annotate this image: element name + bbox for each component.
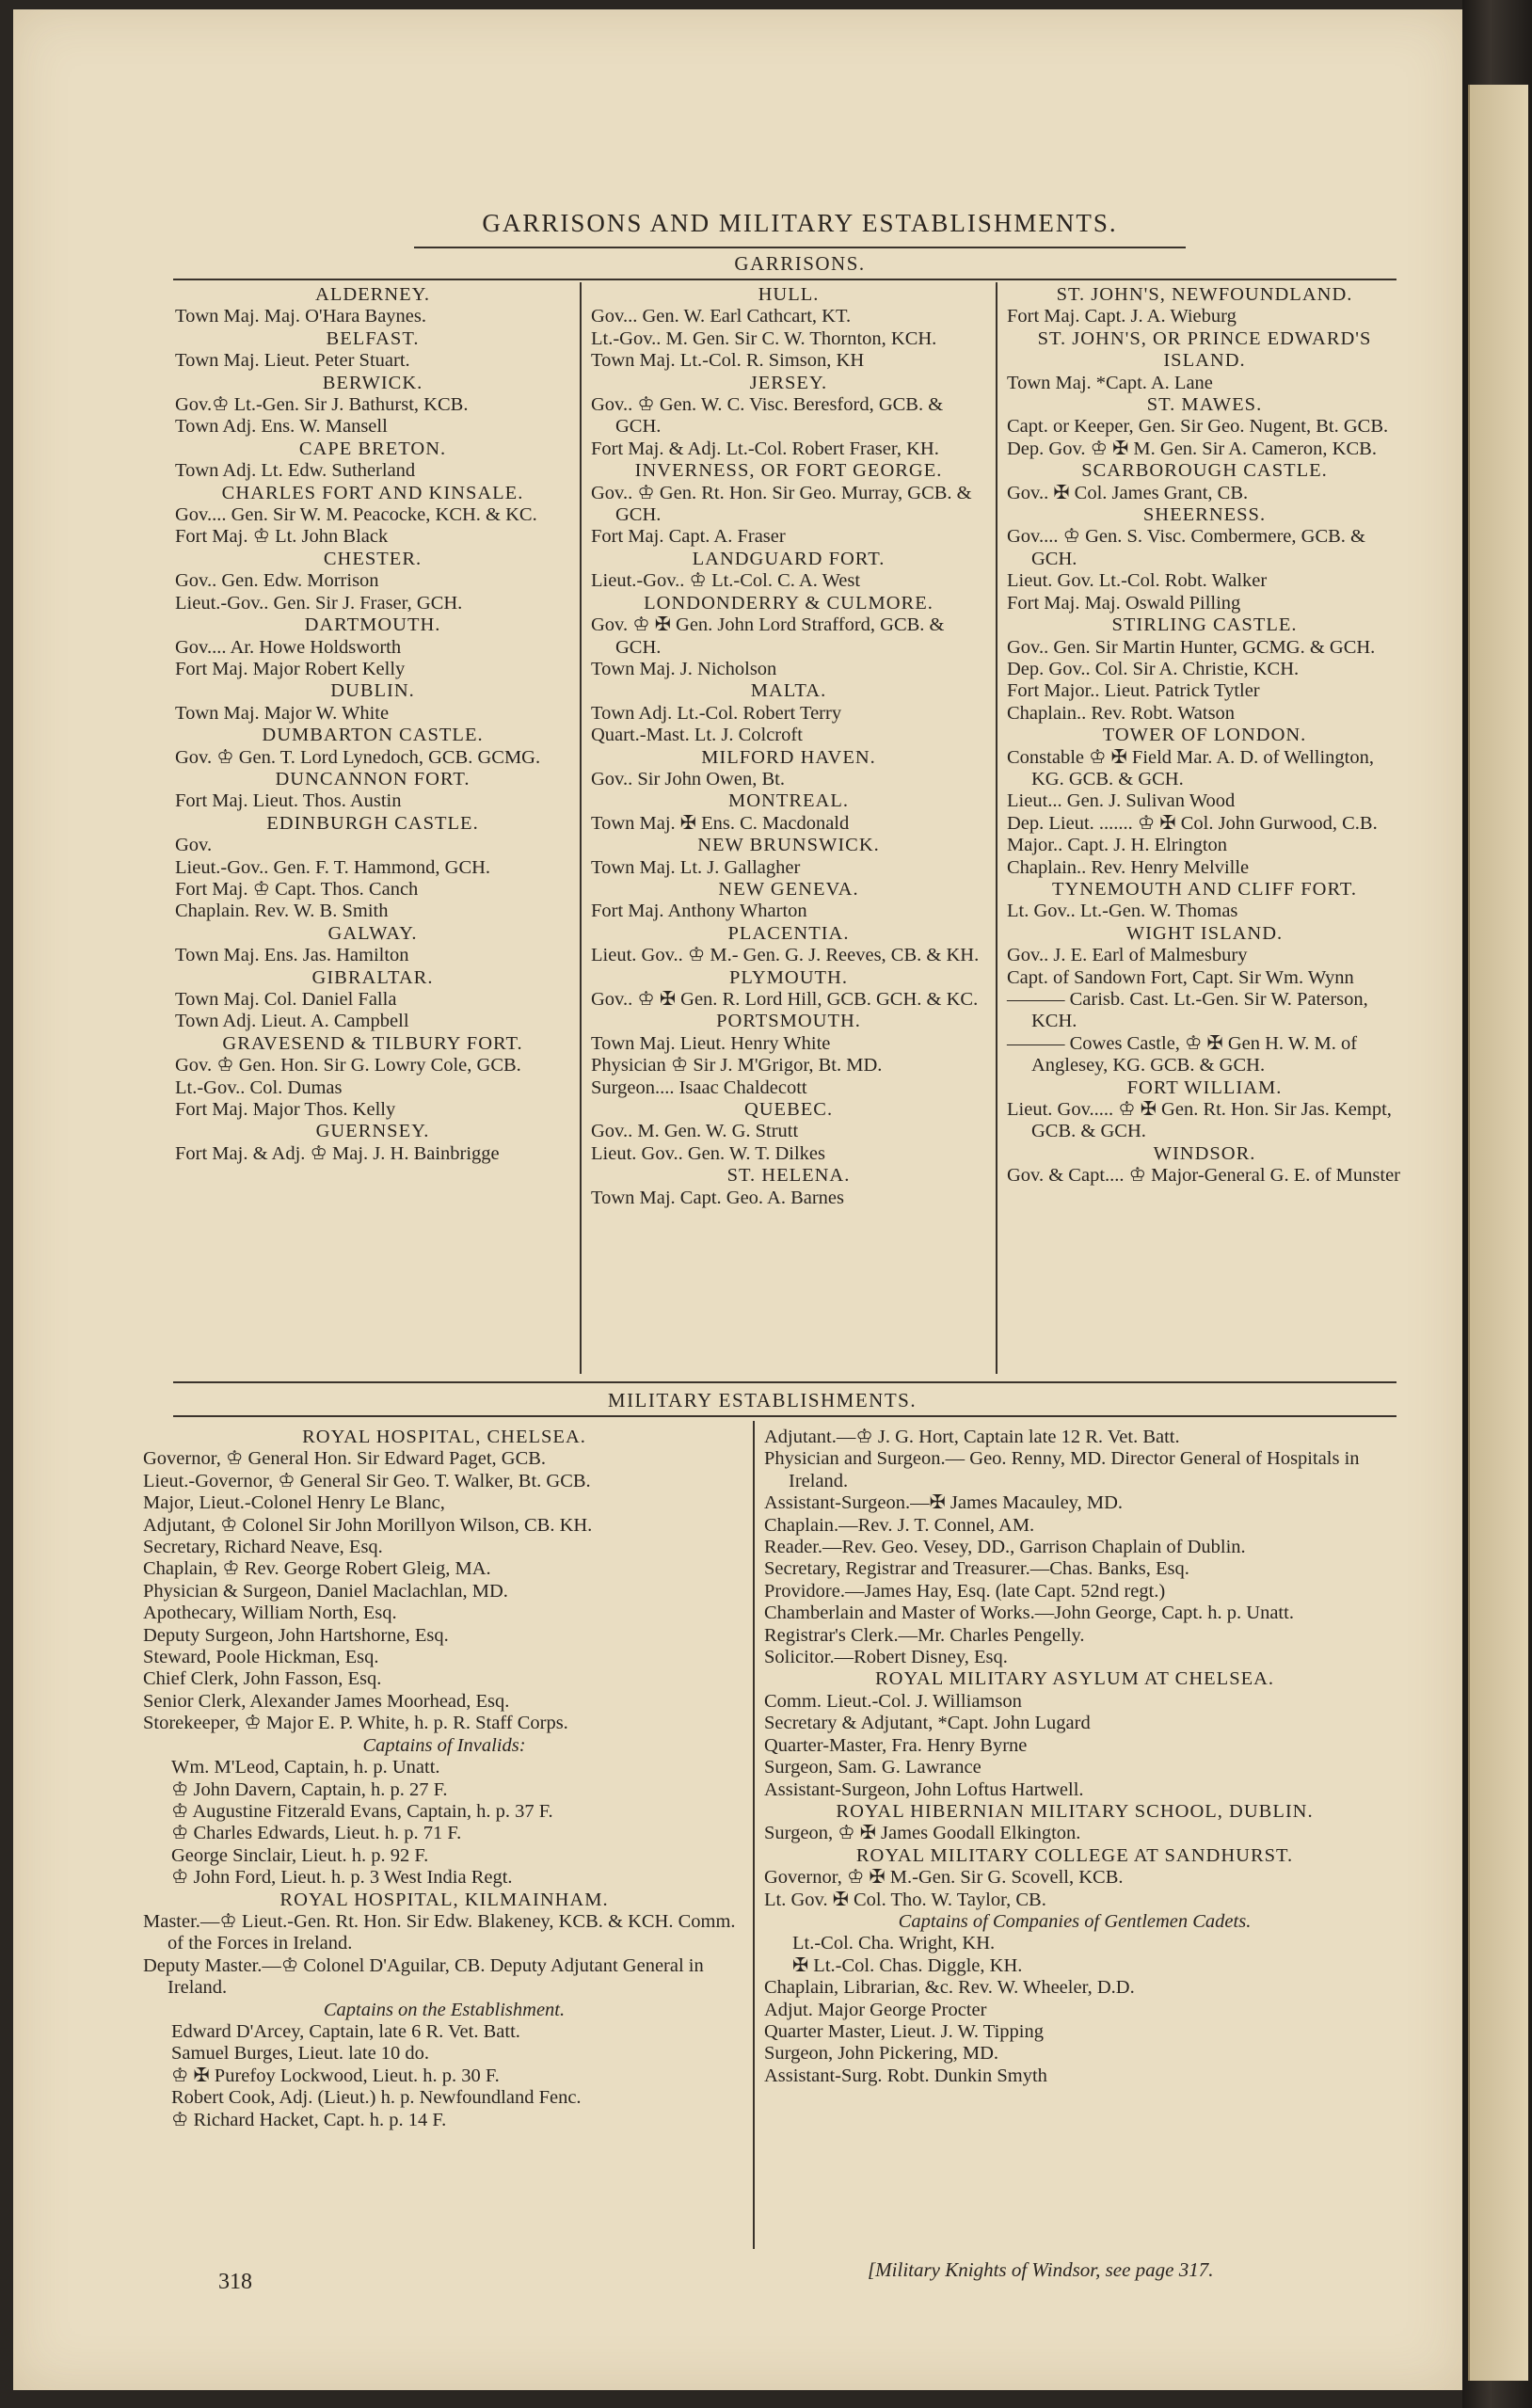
entry: Town Maj. Capt. Geo. A. Barnes xyxy=(591,1187,845,1208)
entry: Major.. Capt. J. H. Elrington xyxy=(1007,835,1228,856)
section-heading: MALTA. xyxy=(750,680,827,702)
section-heading: DUNCANNON FORT. xyxy=(275,768,471,789)
military-rule-bottom xyxy=(173,1415,1396,1417)
entry: Steward, Poole Hickman, Esq. xyxy=(143,1647,379,1668)
entry: Lt.-Gov.. M. Gen. Sir C. W. Thornton, KCH. xyxy=(591,327,937,349)
subheading: Captains of Companies of Gentlemen Cadets. xyxy=(898,1910,1252,1932)
entry: Town Maj. Lt.-Col. R. Simson, KH xyxy=(591,350,865,372)
section-heading: SHEERNESS. xyxy=(1142,504,1267,526)
entry: Gov.. ♔ ✠ Gen. R. Lord Hill, GCB. GCH. & KC. xyxy=(591,989,979,1010)
section-heading: EDINBURGH CASTLE. xyxy=(266,812,479,834)
entry: Gov.. Sir John Owen, Bt. xyxy=(591,768,785,789)
entry: Dep. Gov. ♔ ✠ M. Gen. Sir A. Cameron, KCB. xyxy=(1007,438,1377,459)
entry: Gov. ♔ Gen. Hon. Sir G. Lowry Cole, GCB. xyxy=(175,1055,521,1076)
list-item: George Sinclair, Lieut. h. p. 92 F. xyxy=(171,1844,429,1866)
entry: Storekeeper, ♔ Major E. P. White, h. p. R. Staff Corps. xyxy=(143,1713,568,1734)
entry: Gov.... ♔ Gen. S. Visc. Combermere, GCB. & GCH. xyxy=(1007,526,1365,569)
page-title: GARRISONS AND MILITARY ESTABLISHMENTS. xyxy=(482,209,1118,237)
section-heading: ST. JOHN'S, OR PRINCE EDWARD'S ISLAND. xyxy=(1037,327,1372,372)
list-item: ♔ Richard Hacket, Capt. h. p. 14 F. xyxy=(171,2109,447,2130)
entry: Town Maj. ✠ Ens. C. Macdonald xyxy=(591,812,850,834)
column-divider-1 xyxy=(580,282,582,1374)
list-item: ♔ Charles Edwards, Lieut. h. p. 71 F. xyxy=(171,1823,462,1844)
section-heading: WINDSOR. xyxy=(1153,1142,1256,1164)
page-number: 318 xyxy=(218,2270,252,2294)
list-item: Robert Cook, Adj. (Lieut.) h. p. Newfoundland Fenc. xyxy=(171,2087,582,2109)
section-heading: TOWER OF LONDON. xyxy=(1102,725,1307,746)
entry: Capt. or Keeper, Gen. Sir Geo. Nugent, Bt. GCB. xyxy=(1007,416,1389,438)
entry: Fort Maj. Capt. J. A. Wieburg xyxy=(1007,306,1237,327)
entry: Lt.-Gov.. Col. Dumas xyxy=(175,1076,343,1098)
section-heading: MONTREAL. xyxy=(727,790,849,812)
entry: Lieut.-Gov.. ♔ Lt.-Col. C. A. West xyxy=(591,570,861,592)
entry: Gov.. ✠ Col. James Grant, CB. xyxy=(1007,482,1249,503)
entry: Reader.—Rev. Geo. Vesey, DD., Garrison Chaplain of Dublin. xyxy=(764,1537,1246,1558)
entry: Physician & Surgeon, Daniel Maclachlan, MD. xyxy=(143,1580,508,1602)
entry: Secretary, Registrar and Treasurer.—Chas. Banks, Esq. xyxy=(764,1558,1189,1580)
entry: Fort Maj. Maj. Oswald Pilling xyxy=(1007,592,1241,614)
entry: Assistant-Surgeon, John Loftus Hartwell. xyxy=(764,1778,1084,1800)
entry: Gov.. J. E. Earl of Malmesbury xyxy=(1007,945,1248,966)
section-heading: PORTSMOUTH. xyxy=(716,1011,861,1032)
entry: Secretary & Adjutant, *Capt. John Lugard xyxy=(764,1713,1091,1734)
entry: Chief Clerk, John Fasson, Esq. xyxy=(143,1668,382,1690)
entry: Gov... Gen. W. Earl Cathcart, KT. xyxy=(591,306,852,327)
section-heading: BELFAST. xyxy=(326,327,420,349)
section-heading: MILFORD HAVEN. xyxy=(701,746,876,768)
entry: Gov.. M. Gen. W. G. Strutt xyxy=(591,1121,799,1142)
list-item: Wm. M'Leod, Captain, h. p. Unatt. xyxy=(171,1757,440,1778)
entry: Lieut. Gov.. ♔ M.- Gen. G. J. Reeves, CB. & KH. xyxy=(591,945,980,966)
subheading: Captains on the Establishment. xyxy=(323,1999,566,2020)
section-heading: ST. MAWES. xyxy=(1146,394,1263,416)
entry: Fort Maj. ♔ Capt. Thos. Canch xyxy=(175,878,419,900)
entry: Governor, ♔ General Hon. Sir Edward Paget, GCB. xyxy=(143,1448,547,1470)
section-heading: ROYAL HIBERNIAN MILITARY SCHOOL, DUBLIN. xyxy=(836,1800,1314,1822)
entry: Gov.. ♔ Gen. W. C. Visc. Beresford, GCB. & GCH. xyxy=(591,394,944,438)
section-heading: BERWICK. xyxy=(322,372,423,393)
column-divider-3 xyxy=(753,1421,755,2249)
section-heading: DUBLIN. xyxy=(330,680,415,702)
entry: Adjut. Major George Procter xyxy=(764,1999,987,2020)
entry: Town Maj. *Capt. A. Lane xyxy=(1007,372,1213,393)
entry: Lieut.-Governor, ♔ General Sir Geo. T. Walker, Bt. GCB. xyxy=(143,1470,591,1491)
entry: Fort Maj. Major Robert Kelly xyxy=(175,658,406,679)
entry: Town Adj. Lt. Edw. Sutherland xyxy=(175,460,416,482)
entry: Town Maj. Col. Daniel Falla xyxy=(175,989,397,1010)
section-heading: DUMBARTON CASTLE. xyxy=(262,725,484,746)
establishments-column-1 xyxy=(143,1427,745,2131)
entry: Governor, ♔ ✠ M.-Gen. Sir G. Scovell, KCB. xyxy=(764,1867,1124,1889)
entry: Chaplain. Rev. W. B. Smith xyxy=(175,901,389,922)
footnote: [Military Knights of Windsor, see page 317. xyxy=(868,2258,1214,2281)
entry: ——— Carisb. Cast. Lt.-Gen. Sir W. Paterson, KCH. xyxy=(1007,989,1368,1032)
entry: Gov.. ♔ Gen. Rt. Hon. Sir Geo. Murray, GCB. & GCH. xyxy=(591,482,972,526)
entry: Gov.♔ Lt.-Gen. Sir J. Bathurst, KCB. xyxy=(175,394,469,416)
section-heading: ST. JOHN'S, NEWFOUNDLAND. xyxy=(1056,284,1353,305)
entry: Fort Maj. Anthony Wharton xyxy=(591,901,807,922)
section-heading: ROYAL HOSPITAL, CHELSEA. xyxy=(302,1427,586,1447)
entry: Assistant-Surgeon.—✠ James Macauley, MD. xyxy=(764,1492,1124,1514)
entry: Town Adj. Lt.-Col. Robert Terry xyxy=(591,702,842,724)
entry: Town Adj. Ens. W. Mansell xyxy=(175,416,388,438)
list-item: ✠ Lt.-Col. Chas. Diggle, KH. xyxy=(792,1954,1023,1976)
entry: Comm. Lieut.-Col. J. Williamson xyxy=(764,1690,1022,1712)
entry: Town Maj. J. Nicholson xyxy=(591,658,777,679)
entry: Town Maj. Major W. White xyxy=(175,702,390,724)
entry: Gov.. Gen. Edw. Morrison xyxy=(175,570,379,592)
entry: Fort Maj. Major Thos. Kelly xyxy=(175,1099,396,1121)
section-heading: ALDERNEY. xyxy=(315,284,430,305)
entry: Deputy Master.—♔ Colonel D'Aguilar, CB. Deputy Adjutant General in Ireland. xyxy=(143,1954,704,1999)
entry: Secretary, Richard Neave, Esq. xyxy=(143,1537,383,1558)
entry: Town Maj. Lieut. Henry White xyxy=(591,1032,831,1054)
garrisons-column-1 xyxy=(175,284,570,1165)
section-heading: DARTMOUTH. xyxy=(304,614,441,636)
list-item: ♔ Augustine Fitzerald Evans, Captain, h. p. 37 F. xyxy=(171,1800,553,1822)
section-heading: LONDONDERRY & CULMORE. xyxy=(644,592,934,614)
entry: Surgeon, Sam. G. Lawrance xyxy=(764,1757,981,1778)
section-heading: CHESTER. xyxy=(323,548,423,569)
entry: Town Adj. Lieut. A. Campbell xyxy=(175,1011,409,1032)
list-item: Samuel Burges, Lieut. late 10 do. xyxy=(171,2043,430,2065)
section-heading: GALWAY. xyxy=(327,922,418,944)
section-heading: WIGHT ISLAND. xyxy=(1125,922,1284,944)
entry: Fort Maj. & Adj. Lt.-Col. Robert Fraser, KH. xyxy=(591,438,939,459)
list-item: Lt.-Col. Cha. Wright, KH. xyxy=(792,1933,996,1954)
section-heading: ROYAL HOSPITAL, KILMAINHAM. xyxy=(279,1889,609,1910)
entry: Constable ♔ ✠ Field Mar. A. D. of Wellington, KG. GCB. & GCH. xyxy=(1007,746,1374,789)
section-heading: ROYAL MILITARY ASYLUM AT CHELSEA. xyxy=(874,1668,1275,1690)
adjacent-page-edge xyxy=(1468,85,1528,2381)
entry: Chaplain, ♔ Rev. George Robert Gleig, MA. xyxy=(143,1558,491,1580)
entry: Quarter Master, Lieut. J. W. Tipping xyxy=(764,2020,1044,2042)
section-heading: INVERNESS, OR FORT GEORGE. xyxy=(634,460,943,482)
list-item: ♔ John Ford, Lieut. h. p. 3 West India Regt. xyxy=(171,1867,513,1889)
entry: Fort Maj. ♔ Lt. John Black xyxy=(175,526,389,548)
entry: Adjutant.—♔ J. G. Hort, Captain late 12 R. Vet. Batt. xyxy=(764,1427,1180,1447)
entry: Capt. of Sandown Fort, Capt. Sir Wm. Wynn xyxy=(1007,966,1354,988)
entry: Adjutant, ♔ Colonel Sir John Morillyon Wilson, CB. KH. xyxy=(143,1514,593,1536)
garrisons-rule xyxy=(173,279,1396,280)
entry: Master.—♔ Lieut.-Gen. Rt. Hon. Sir Edw. Blakeney, KCB. & KCH. Comm. of the Forces in Ireland. xyxy=(143,1910,736,1954)
entry: Lieut.-Gov.. Gen. Sir J. Fraser, GCH. xyxy=(175,592,463,614)
section-heading: JERSEY. xyxy=(749,372,828,393)
section-heading: SCARBOROUGH CASTLE. xyxy=(1081,460,1328,482)
section-heading: HULL. xyxy=(758,284,820,305)
entry: Dep. Lieut. ....... ♔ ✠ Col. John Gurwood, C.B. xyxy=(1007,812,1378,834)
entry: Apothecary, William North, Esq. xyxy=(143,1603,397,1624)
entry: Gov. & Capt.... ♔ Major-General G. E. of Munster xyxy=(1007,1165,1401,1187)
entry: Chamberlain and Master of Works.—John George, Capt. h. p. Unatt. xyxy=(764,1603,1294,1624)
garrisons-heading: GARRISONS. xyxy=(734,252,866,275)
section-heading: GRAVESEND & TILBURY FORT. xyxy=(222,1032,523,1054)
section-heading: ROYAL MILITARY COLLEGE AT SANDHURST. xyxy=(855,1844,1294,1866)
entry: Chaplain, Librarian, &c. Rev. W. Wheeler, D.D. xyxy=(764,1977,1135,1999)
section-heading: FORT WILLIAM. xyxy=(1126,1076,1283,1098)
entry: Quarter-Master, Fra. Henry Byrne xyxy=(764,1734,1028,1756)
military-heading: MILITARY ESTABLISHMENTS. xyxy=(607,1389,918,1411)
entry: Town Maj. Maj. O'Hara Baynes. xyxy=(175,306,426,327)
entry: Town Maj. Lt. J. Gallagher xyxy=(591,856,801,878)
section-heading: LANDGUARD FORT. xyxy=(692,548,886,569)
entry: Fort Maj. & Adj. ♔ Maj. J. H. Bainbrigge xyxy=(175,1142,500,1164)
entry: Town Maj. Ens. Jas. Hamilton xyxy=(175,945,409,966)
section-heading: NEW BRUNSWICK. xyxy=(697,835,880,856)
entry: Assistant-Surg. Robt. Dunkin Smyth xyxy=(764,2065,1047,2086)
entry: Gov.. Gen. Sir Martin Hunter, GCMG. & GCH. xyxy=(1007,636,1376,658)
entry: Providore.—James Hay, Esq. (late Capt. 52nd regt.) xyxy=(764,1580,1166,1602)
entry: Surgeon, ♔ ✠ James Goodall Elkington. xyxy=(764,1823,1081,1844)
entry: Fort Major.. Lieut. Patrick Tytler xyxy=(1007,680,1260,702)
section-heading: TYNEMOUTH AND CLIFF FORT. xyxy=(1051,878,1358,900)
title-rule xyxy=(414,247,1186,248)
entry: Lieut. Gov.. Gen. W. T. Dilkes xyxy=(591,1142,826,1164)
garrisons-column-2 xyxy=(591,284,986,1209)
entry: Deputy Surgeon, John Hartshorne, Esq. xyxy=(143,1624,449,1646)
entry: Gov. xyxy=(175,835,213,856)
subheading: Captains of Invalids: xyxy=(362,1734,526,1756)
entry: Physician and Surgeon.— Geo. Renny, MD. Director General of Hospitals in Ireland. xyxy=(764,1448,1360,1491)
entry: Solicitor.—Robert Disney, Esq. xyxy=(764,1647,1008,1668)
entry: Lieut... Gen. J. Sulivan Wood xyxy=(1007,790,1236,812)
entry: Lt. Gov.. Lt.-Gen. W. Thomas xyxy=(1007,901,1238,922)
establishments-column-2 xyxy=(764,1427,1385,2087)
entry: Lieut. Gov..... ♔ ✠ Gen. Rt. Hon. Sir Jas. Kempt, GCB. & GCH. xyxy=(1007,1099,1392,1142)
entry: Gov.... Ar. Howe Holdsworth xyxy=(175,636,402,658)
entry: Lt. Gov. ✠ Col. Tho. W. Taylor, CB. xyxy=(764,1889,1046,1910)
section-heading: CHARLES FORT AND KINSALE. xyxy=(221,482,524,503)
section-heading: NEW GENEVA. xyxy=(718,878,859,900)
entry: Lieut.-Gov.. Gen. F. T. Hammond, GCH. xyxy=(175,856,491,878)
section-heading: CAPE BRETON. xyxy=(298,438,447,459)
section-heading: GUERNSEY. xyxy=(315,1121,430,1142)
entry: Lieut. Gov. Lt.-Col. Robt. Walker xyxy=(1007,570,1268,592)
entry: Gov. ♔ ✠ Gen. John Lord Strafford, GCB. & GCH. xyxy=(591,614,945,658)
entry: Quart.-Mast. Lt. J. Colcroft xyxy=(591,725,803,746)
entry: Fort Maj. Capt. A. Fraser xyxy=(591,526,786,548)
entry: Major, Lieut.-Colonel Henry Le Blanc, xyxy=(143,1492,445,1514)
entry: Dep. Gov.. Col. Sir A. Christie, KCH. xyxy=(1007,658,1300,679)
entry: Fort Maj. Lieut. Thos. Austin xyxy=(175,790,402,812)
entry: Registrar's Clerk.—Mr. Charles Pengelly. xyxy=(764,1624,1085,1646)
section-heading: STIRLING CASTLE. xyxy=(1111,614,1298,636)
entry: Chaplain.—Rev. J. T. Connel, AM. xyxy=(764,1514,1035,1536)
list-item: ♔ John Davern, Captain, h. p. 27 F. xyxy=(171,1778,448,1800)
entry: Gov.... Gen. Sir W. M. Peacocke, KCH. & KC. xyxy=(175,504,537,526)
entry: ——— Cowes Castle, ♔ ✠ Gen H. W. M. of Anglesey, KG. GCB. & GCH. xyxy=(1007,1032,1358,1076)
list-item: ♔ ✠ Purefoy Lockwood, Lieut. h. p. 30 F. xyxy=(171,2065,500,2086)
section-heading: GIBRALTAR. xyxy=(311,966,434,988)
section-heading: ST. HELENA. xyxy=(726,1165,851,1187)
list-item: Edward D'Arcey, Captain, late 6 R. Vet. Batt. xyxy=(171,2020,520,2042)
entry: Surgeon.... Isaac Chaldecott xyxy=(591,1076,807,1098)
garrisons-column-3 xyxy=(1007,284,1402,1188)
entry: Surgeon, John Pickering, MD. xyxy=(764,2043,999,2065)
column-divider-2 xyxy=(996,282,997,1374)
entry: Senior Clerk, Alexander James Moorhead, Esq. xyxy=(143,1690,510,1712)
section-heading: QUEBEC. xyxy=(743,1099,834,1121)
entry: Chaplain.. Rev. Henry Melville xyxy=(1007,856,1250,878)
military-rule-top xyxy=(173,1381,1396,1383)
entry: Chaplain.. Rev. Robt. Watson xyxy=(1007,702,1236,724)
section-heading: PLYMOUTH. xyxy=(729,966,848,988)
entry: Town Maj. Lieut. Peter Stuart. xyxy=(175,350,410,372)
entry: Gov. ♔ Gen. T. Lord Lynedoch, GCB. GCMG. xyxy=(175,746,541,768)
section-heading: PLACENTIA. xyxy=(727,922,850,944)
entry: Physician ♔ Sir J. M'Grigor, Bt. MD. xyxy=(591,1055,883,1076)
